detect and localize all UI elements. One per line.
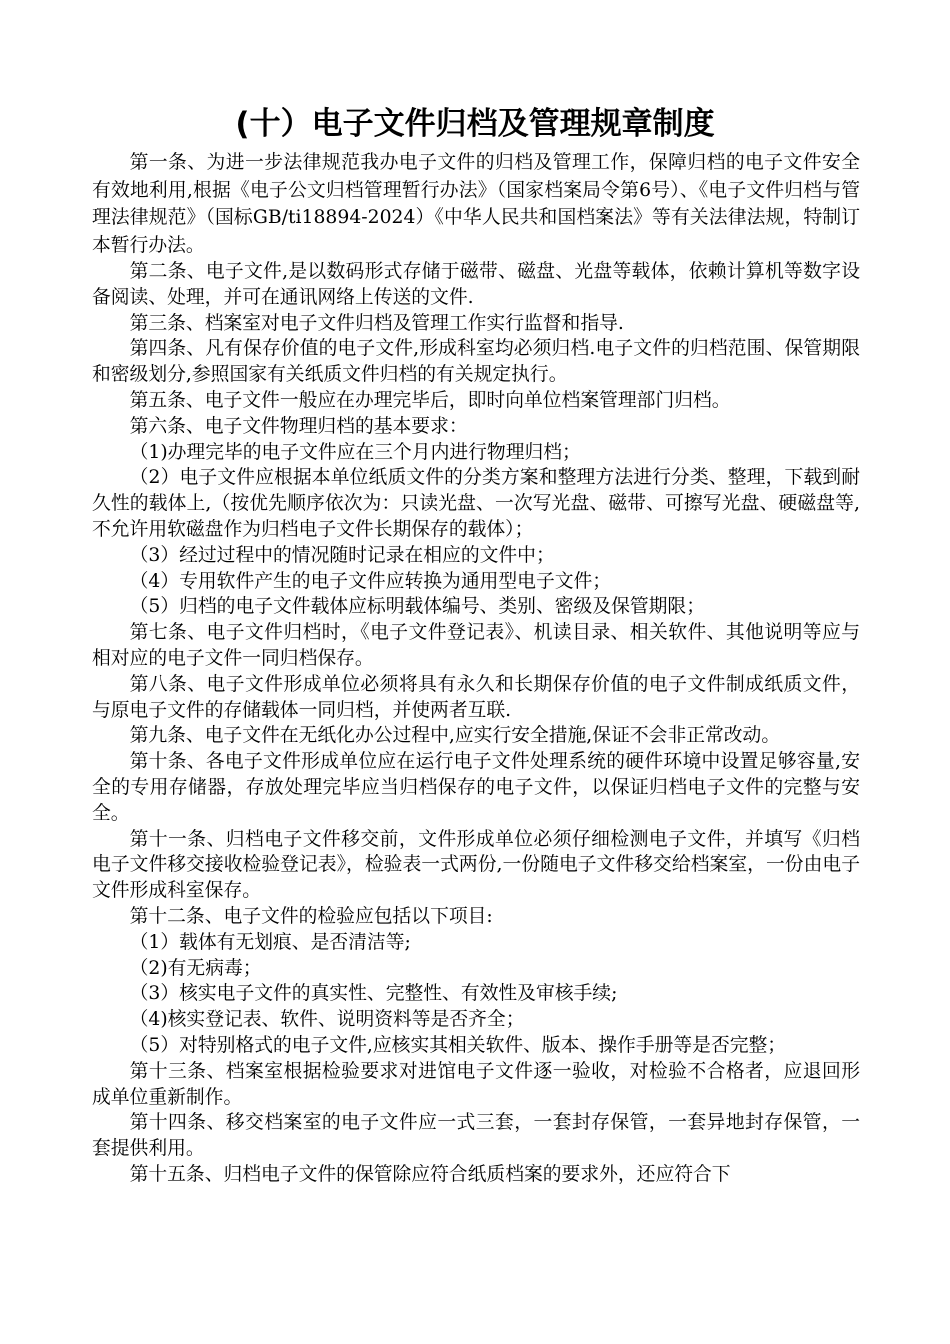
article-4: 第四条、凡有保存价值的电子文件,形成科室均必须归档.电子文件的归档范围、保管期限和密级划分,参照国家有关纸质文件归档的有关规定执行。 [92,338,860,386]
article-12-item-2: （2)有无病毒； [129,957,262,979]
article-6: 第六条、电子文件物理归档的基本要求： [129,415,468,437]
article-15: 第十五条、归档电子文件的保管除应符合纸质档案的要求外，还应符合下 [129,1163,731,1185]
article-5: 第五条、电子文件一般应在办理完毕后，即时向单位档案管理部门归档。 [129,389,731,411]
article-6-item-5: （5）归档的电子文件载体应标明载体编号、类别、密级及保管期限； [129,596,705,618]
article-12-item-1: （1）载体有无划痕、是否清洁等; [129,931,411,953]
article-14: 第十四条、移交档案室的电子文件应一式三套，一套封存保管，一套异地封存保管，一套提供利用。 [92,1112,860,1160]
document-body [92,149,860,1188]
article-12-item-3: （3）核实电子文件的真实性、完整性、有效性及审核手续; [129,983,618,1005]
article-12-item-5: （5）对特别格式的电子文件,应核实其相关软件、版本、操作手册等是否完整； [129,1034,787,1056]
document-title: (十）电子文件归档及管理规章制度 [235,106,715,142]
article-12-item-4: （4)核实登记表、软件、说明资料等是否齐全； [129,1009,525,1031]
article-7: 第七条、电子文件归档时，《电子文件登记表》、机读目录、相关软件、其他说明等应与相对应的电子文件一同归档保存。 [92,622,860,669]
article-12: 第十二条、电子文件的检验应包括以下项目: [129,905,493,927]
article-6-item-3: （3）经过过程中的情况随时记录在相应的文件中； [129,544,555,566]
article-2: 第二条、电子文件,是以数码形式存储于磁带、磁盘、光盘等载体，依赖计算机等数字设备阅读、处理，并可在通讯网络上传送的文件. [92,261,860,308]
article-8: 第八条、电子文件形成单位必须将具有永久和长期保存价值的电子文件制成纸质文件，与原电子文件的存储载体一同归档，并使两者互联. [92,673,860,721]
article-3: 第三条、档案室对电子文件归档及管理工作实行监督和指导. [129,312,624,334]
article-1: 第一条、为进一步法律规范我办电子文件的归档及管理工作，保障归档的电子文件安全有效地利用,根据《电子公文归档管理暂行办法》（国家档案局令第6号）、《电子文件归档与管理法律规范》（国标GB/ti18894-2024）《中华人民共和国档案法》等有关法律法规，特制订本暂行办法。 [92,152,860,256]
article-6-item-4: （4）专用软件产生的电子文件应转换为通用型电子文件； [129,570,612,592]
article-9: 第九条、电子文件在无纸化办公过程中,应实行安全措施,保证不会非正常改动。 [129,725,781,747]
article-11: 第十一条、归档电子文件移交前，文件形成单位必须仔细检测电子文件，并填写《归档电子文件移交接收检验登记表》，检验表一式两份,一份随电子文件移交给档案室，一份由电子文件形成科室保存。 [92,828,860,902]
article-6-item-2: （2）电子文件应根据本单位纸质文件的分类方案和整理方法进行分类、整理，下载到耐久性的载体上,（按优先顺序依次为：只读光盘、一次写光盘、磁带、可擦写光盘、硬磁盘等,不允许用软磁盘作为归档电子文件长期保存的载体）； [92,467,860,540]
article-10: 第十条、各电子文件形成单位应在运行电子文件处理系统的硬件环境中设置足够容量,安全的专用存储器，存放处理完毕应当归档保存的电子文件，以保证归档电子文件的完整与安全。 [92,751,860,824]
article-13: 第十三条、档案室根据检验要求对进馆电子文件逐一验收，对检验不合格者，应退回形成单位重新制作。 [92,1060,860,1108]
article-6-item-1: （1)办理完毕的电子文件应在三个月内进行物理归档； [129,441,581,463]
